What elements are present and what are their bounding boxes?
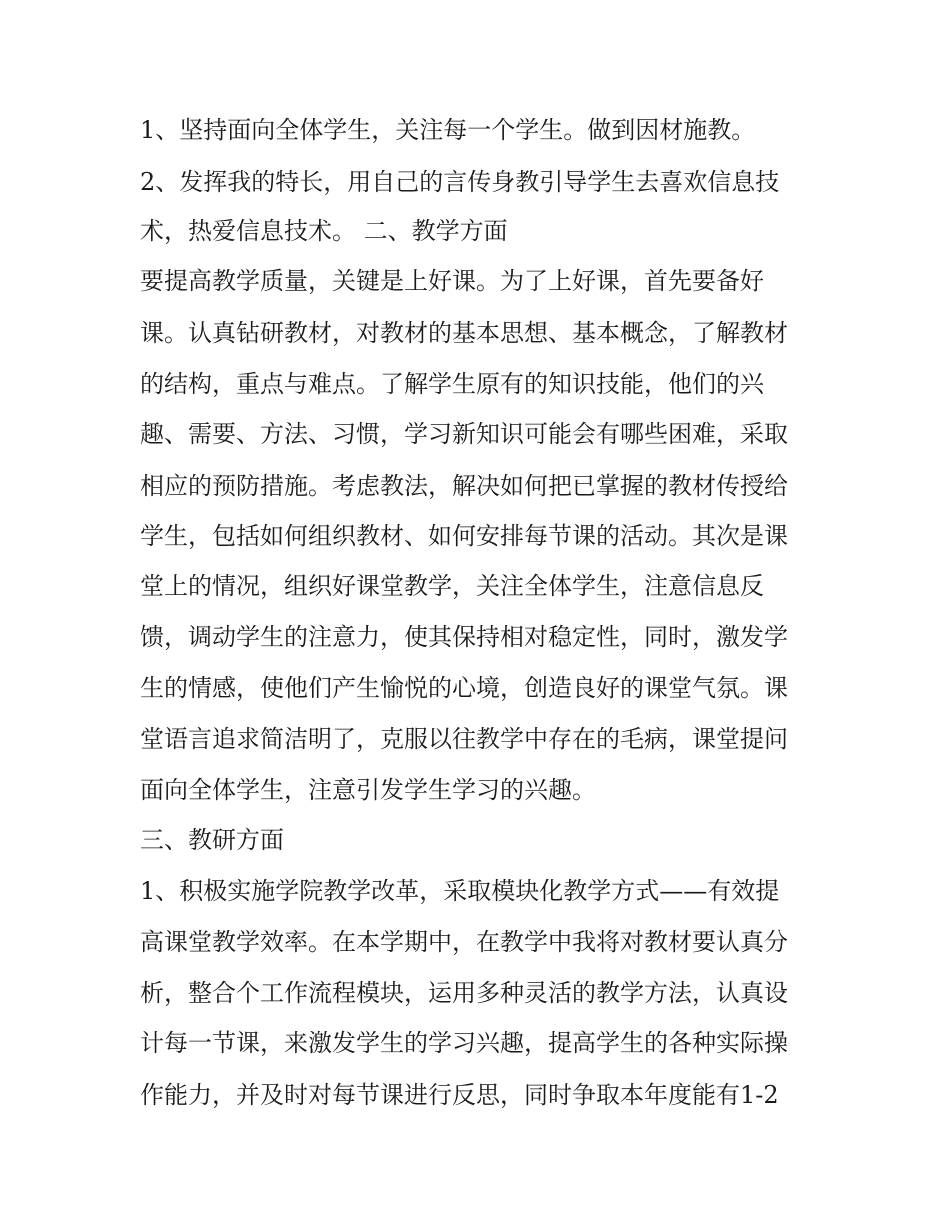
text-line: 高课堂教学效率。在本学期中，在教学中我将对教材要认真分 xyxy=(140,928,788,956)
text-line: 馈，调动学生的注意力，使其保持相对稳定性，同时，激发学 xyxy=(140,623,788,651)
text-line: 堂上的情况，组织好课堂教学，关注全体学生，注意信息反 xyxy=(140,572,764,600)
text-line: 生的情感，使他们产生愉悦的心境，创造良好的课堂气氛。课 xyxy=(140,674,788,702)
text-line: 1、坚持面向全体学生，关注每一个学生。做到因材施教。 xyxy=(140,116,756,144)
text-line: 计每一节课，来激发学生的学习兴趣，提高学生的各种实际操 xyxy=(140,1029,788,1057)
text-line: 堂语言追求简洁明了，克服以往教学中存在的毛病，课堂提问 xyxy=(140,725,788,753)
text-line: 作能力，并及时对每节课进行反思，同时争取本年度能有1-2 xyxy=(140,1081,779,1109)
text-line: 2、发挥我的特长，用自己的言传身教引导学生去喜欢信息技 xyxy=(140,168,780,196)
text-line: 趣、需要、方法、习惯，学习新知识可能会有哪些困难，采取 xyxy=(140,420,788,448)
text-line: 学生，包括如何组织教材、如何安排每节课的活动。其次是课 xyxy=(140,522,788,550)
text-line: 的结构，重点与难点。了解学生原有的知识技能，他们的兴 xyxy=(140,370,764,398)
section-heading: 三、教研方面 xyxy=(140,826,284,854)
text-line: 析，整合个工作流程模块，运用多种灵活的教学方法，认真设 xyxy=(140,979,788,1007)
text-line: 课。认真钻研教材，对教材的基本思想、基本概念，了解教材 xyxy=(140,319,788,347)
text-line: 相应的预防措施。考虑教法，解决如何把已掌握的教材传授给 xyxy=(140,472,788,500)
text-line: 面向全体学生，注意引发学生学习的兴趣。 xyxy=(140,776,596,804)
text-line: 1、积极实施学院教学改革，采取模块化教学方式——有效提 xyxy=(140,877,780,905)
text-line: 术，热爱信息技术。 二、教学方面 xyxy=(140,217,508,245)
text-line: 要提高教学质量，关键是上好课。为了上好课，首先要备好 xyxy=(140,267,764,295)
